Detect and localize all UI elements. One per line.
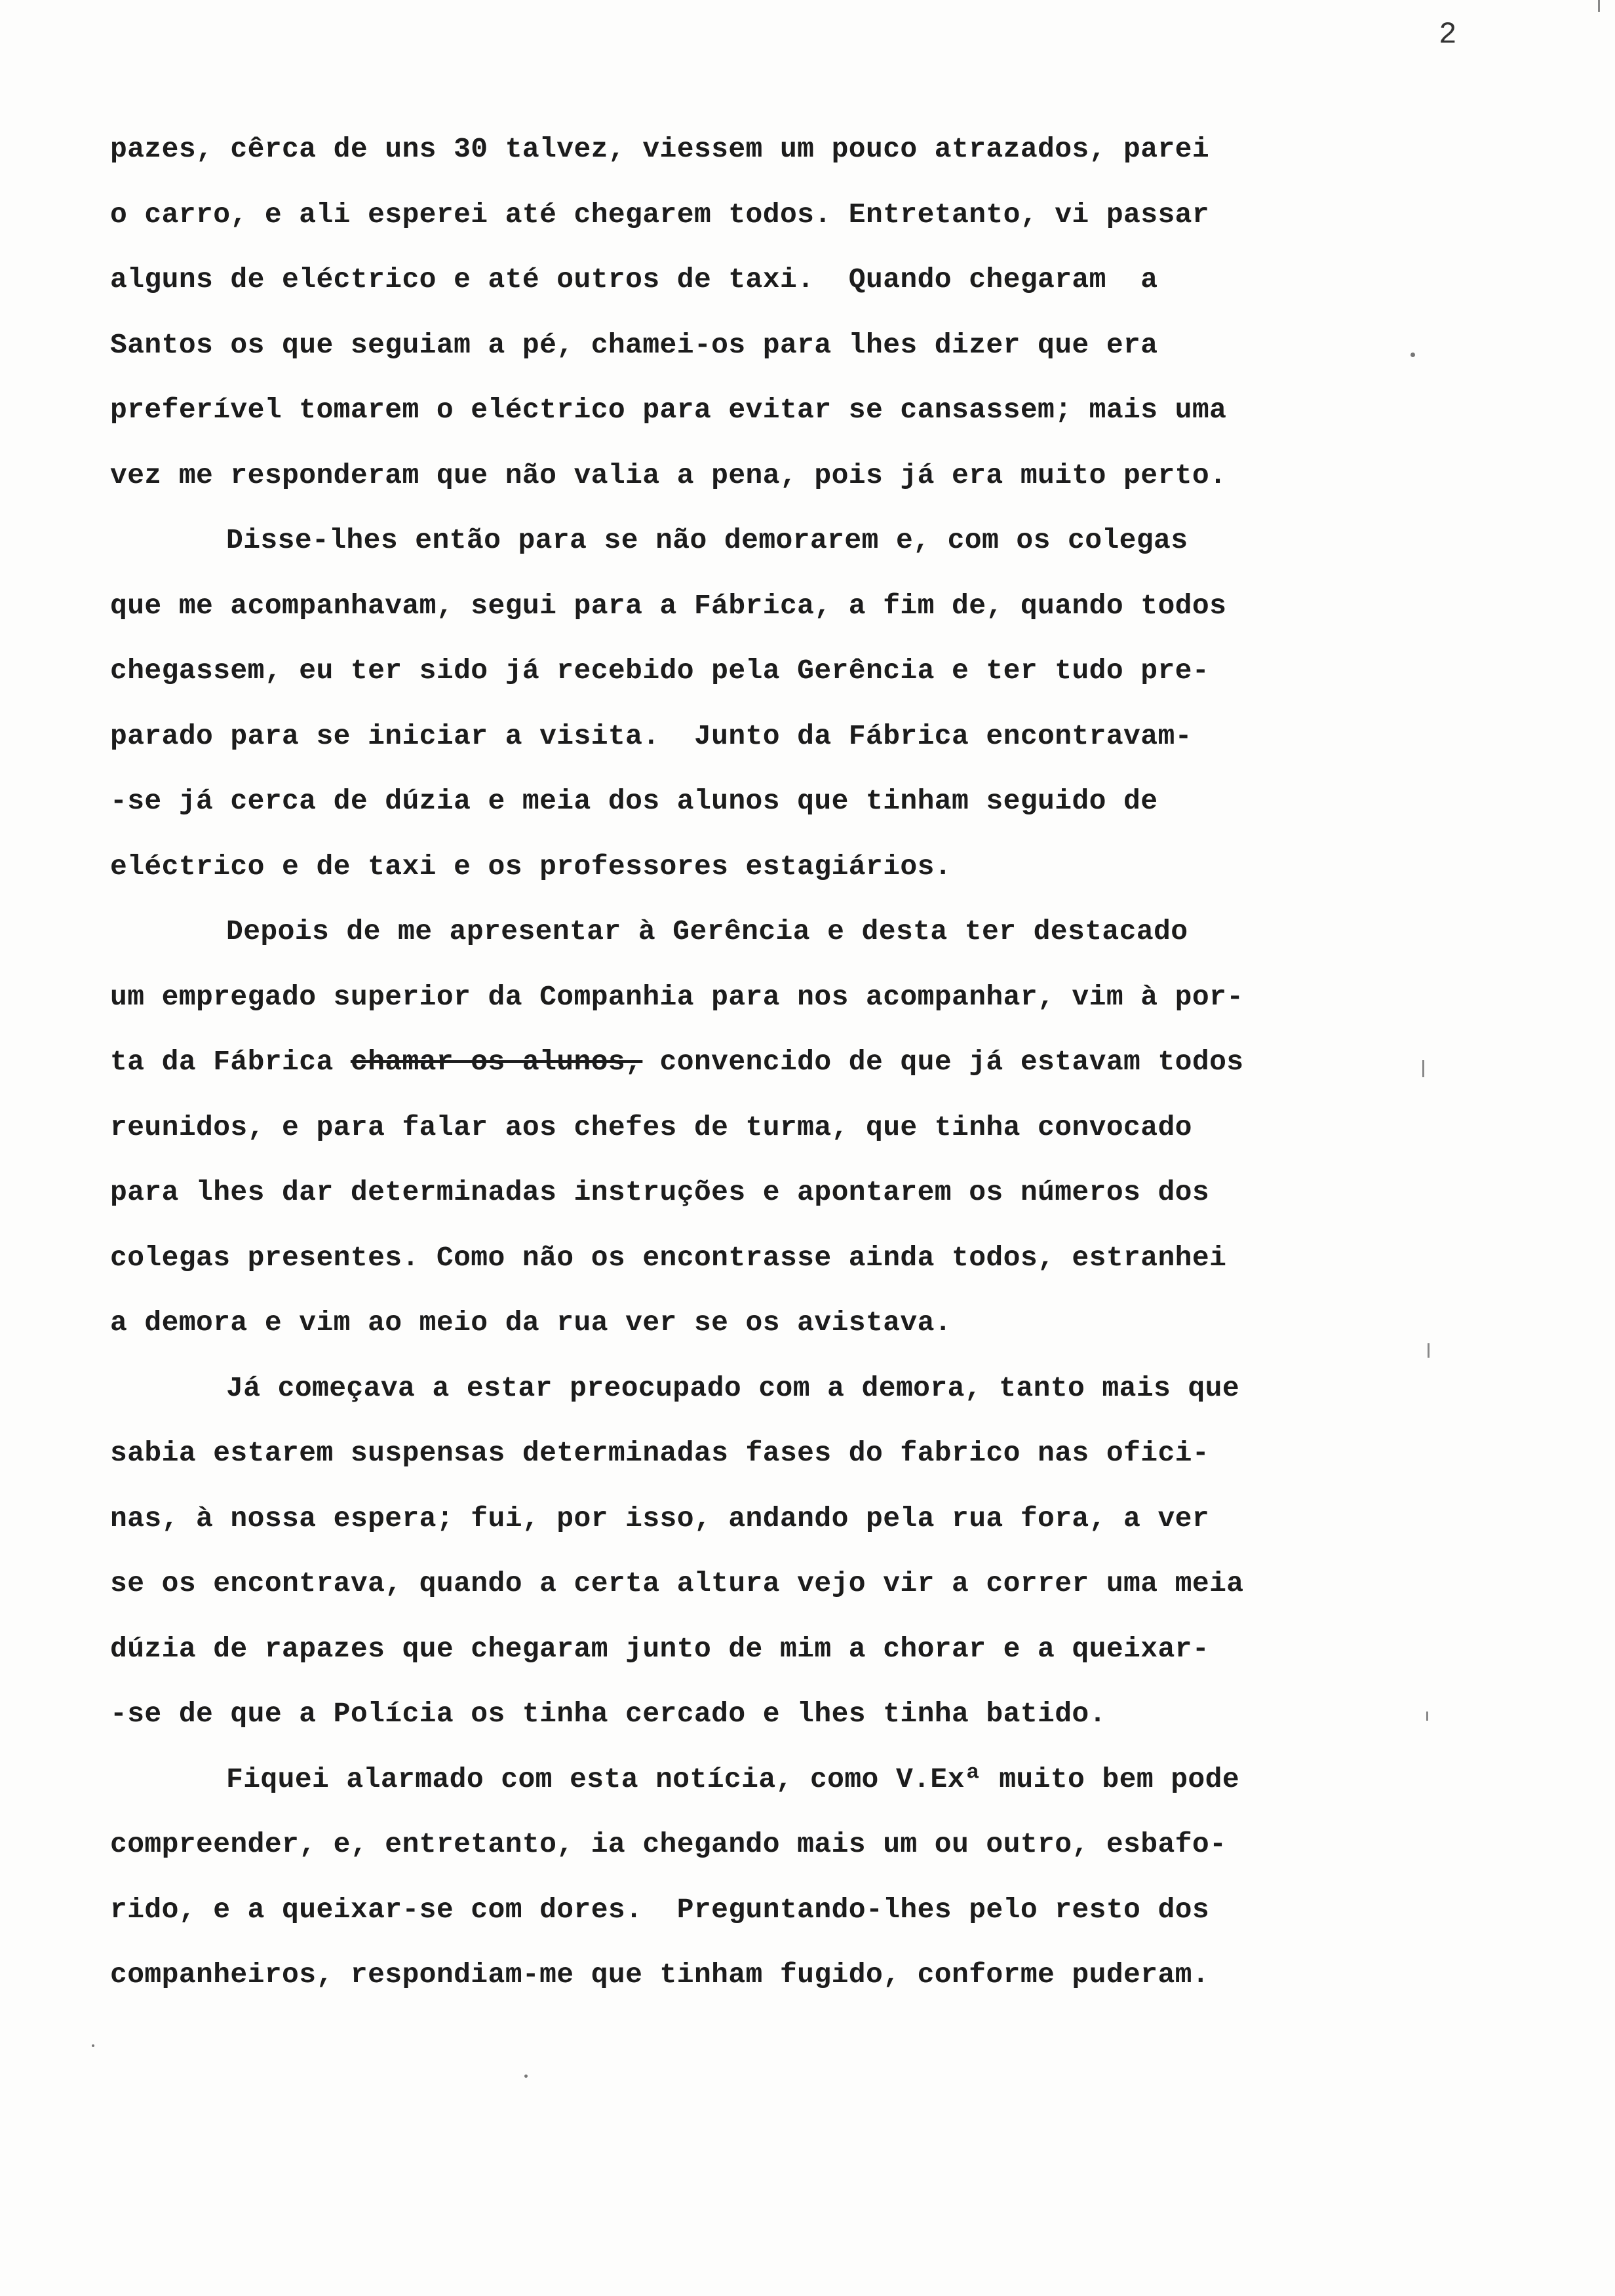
text-line: pazes, cêrca de uns 30 talvez, viessem um pouco atrazados, parei [110, 133, 1210, 165]
letter-body [110, 117, 1539, 2008]
text-line: reunidos, e para falar aos chefes de turma, que tinha convocado [110, 1111, 1192, 1143]
page-number: 2 [1439, 18, 1457, 52]
scan-mark [1598, 0, 1600, 12]
text-line: Santos os que seguiam a pé, chamei-os para lhes dizer que era [110, 328, 1158, 361]
scan-mark [1428, 1343, 1430, 1358]
text-line: parado para se iniciar a visita. Junto da Fábrica encontravam- [110, 719, 1192, 752]
text-line: Disse-lhes então para se não demorarem e, com os colegas [226, 524, 1188, 556]
text-line: compreender, e, entretanto, ia chegando mais um ou outro, esbafo- [110, 1828, 1227, 1860]
text-line [110, 1029, 1539, 1095]
scan-mark [1422, 1060, 1424, 1077]
text-segment: convencido de que já estavam todos [642, 1046, 1244, 1078]
text-line: -se já cerca de dúzia e meia dos alunos que tinham seguido de [110, 785, 1158, 817]
text-line: se os encontrava, quando a certa altura vejo vir a correr uma meia [110, 1567, 1244, 1599]
text-line: Já começava a estar preocupado com a demora, tanto mais que [226, 1371, 1240, 1404]
scan-speck [1411, 353, 1415, 357]
text-segment: ta da Fábrica [110, 1046, 351, 1078]
text-line: para lhes dar determinadas instruções e apontarem os números dos [110, 1176, 1210, 1208]
text-line: rido, e a queixar-se com dores. Preguntando-lhes pelo resto dos [110, 1893, 1210, 1926]
text-line: um empregado superior da Companhia para nos acompanhar, vim à por- [110, 980, 1244, 1013]
text-line: alguns de eléctrico e até outros de taxi. Quando chegaram a [110, 263, 1158, 296]
text-line: Depois de me apresentar à Gerência e desta ter destacado [226, 915, 1188, 947]
text-line: dúzia de rapazes que chegaram junto de mim a chorar e a queixar- [110, 1632, 1210, 1665]
struck-out-text: chamar os alunos, [350, 1046, 643, 1078]
text-line: -se de que a Polícia os tinha cercado e lhes tinha batido. [110, 1698, 1106, 1730]
text-line: companheiros, respondiam-me que tinham fugido, conforme puderam. [110, 1959, 1210, 1991]
text-line: colegas presentes. Como não os encontrasse ainda todos, estranhei [110, 1241, 1227, 1274]
text-line: eléctrico e de taxi e os professores estagiários. [110, 850, 952, 883]
text-line: Fiquei alarmado com esta notícia, como V.Exª muito bem pode [226, 1763, 1240, 1795]
scan-speck [524, 2075, 528, 2078]
text-line: chegassem, eu ter sido já recebido pela Gerência e ter tudo pre- [110, 655, 1210, 687]
text-line: a demora e vim ao meio da rua ver se os avistava. [110, 1307, 952, 1339]
scan-speck [92, 2044, 94, 2047]
text-line: vez me responderam que não valia a pena, pois já era muito perto. [110, 459, 1227, 491]
text-line: que me acompanhavam, segui para a Fábrica, a fim de, quando todos [110, 589, 1227, 622]
scan-mark [1426, 1712, 1428, 1721]
text-line: preferível tomarem o eléctrico para evitar se cansassem; mais uma [110, 394, 1227, 426]
text-line: o carro, e ali esperei até chegarem todos. Entretanto, vi passar [110, 198, 1210, 231]
text-line: nas, à nossa espera; fui, por isso, andando pela rua fora, a ver [110, 1502, 1210, 1535]
text-line: sabia estarem suspensas determinadas fases do fabrico nas ofici- [110, 1437, 1210, 1469]
